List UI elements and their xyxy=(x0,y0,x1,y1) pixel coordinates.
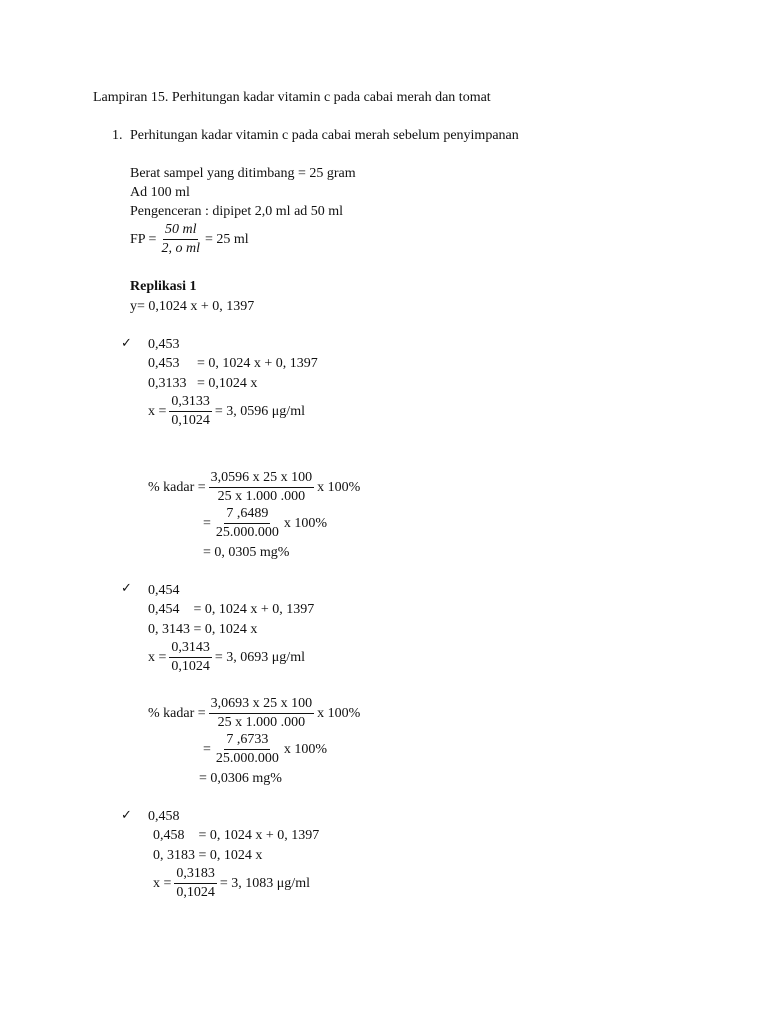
kadar-denominator: 25 x 1.000 .000 xyxy=(217,715,306,730)
kadar-suffix: x 100% xyxy=(317,479,361,495)
kadar-fraction xyxy=(214,732,281,767)
x-label: x = xyxy=(153,875,172,891)
kadar-numerator: 7 ,6489 xyxy=(224,506,270,524)
x-fraction xyxy=(169,394,212,429)
kadar-fraction xyxy=(209,696,315,731)
sample-absorbance: 0,453 xyxy=(148,337,180,352)
ad-line: Ad 100 ml xyxy=(130,185,190,200)
kadar-fraction xyxy=(214,506,281,541)
sample-absorbance: 0,454 xyxy=(148,583,180,598)
page-title: Lampiran 15. Perhitungan kadar vitamin c pada cabai merah dan tomat xyxy=(93,90,491,105)
kadar-formula xyxy=(148,696,360,731)
sample-equation-line: 0,3133 = 0,1024 x xyxy=(148,376,258,391)
x-fraction xyxy=(174,866,217,901)
x-formula xyxy=(153,866,310,901)
kadar-final: = 0, 0305 mg% xyxy=(203,545,290,560)
x-denominator: 0,1024 xyxy=(171,659,210,674)
x-denominator: 0,1024 xyxy=(171,413,210,428)
check-icon: ✓ xyxy=(121,581,132,596)
berat-sampel-line: Berat sampel yang ditimbang = 25 gram xyxy=(130,166,356,181)
kadar-simplified xyxy=(203,506,327,541)
sample-absorbance: 0,458 xyxy=(148,809,180,824)
kadar-suffix: x 100% xyxy=(283,741,328,757)
item-number: 1. xyxy=(112,128,123,143)
pengenceran-line: Pengenceran : dipipet 2,0 ml ad 50 ml xyxy=(130,204,344,219)
fp-formula xyxy=(130,222,249,257)
x-formula xyxy=(148,640,305,675)
kadar-final: = 0,0306 mg% xyxy=(199,771,282,786)
kadar-suffix: x 100% xyxy=(283,515,328,531)
x-denominator: 0,1024 xyxy=(176,885,215,900)
fp-denominator: 2, o ml xyxy=(161,241,200,256)
x-numerator: 0,3183 xyxy=(174,866,217,884)
sample-equation-line: 0,454 = 0, 1024 x + 0, 1397 xyxy=(148,602,315,617)
kadar-fraction xyxy=(209,470,315,505)
kadar-label: % kadar = xyxy=(148,479,206,495)
x-result: = 3, 1083 μg/ml xyxy=(219,875,310,891)
check-icon: ✓ xyxy=(121,336,132,351)
kadar-eq: = xyxy=(203,741,211,757)
kadar-numerator: 3,0693 x 25 x 100 xyxy=(209,696,315,714)
kadar-numerator: 7 ,6733 xyxy=(224,732,270,750)
x-label: x = xyxy=(148,649,167,665)
item-title: Perhitungan kadar vitamin c pada cabai merah sebelum penyimpanan xyxy=(130,128,519,143)
fp-label: FP = xyxy=(130,231,157,247)
fp-numerator: 50 ml xyxy=(163,222,199,240)
kadar-numerator: 3,0596 x 25 x 100 xyxy=(209,470,315,488)
kadar-eq: = xyxy=(203,515,211,531)
x-label: x = xyxy=(148,403,167,419)
kadar-denominator: 25.000.000 xyxy=(215,525,279,540)
x-numerator: 0,3133 xyxy=(169,394,212,412)
fp-result: = 25 ml xyxy=(204,231,249,247)
sample-equation-line: 0,458 = 0, 1024 x + 0, 1397 xyxy=(153,828,320,843)
sample-equation-line: 0, 3183 = 0, 1024 x xyxy=(153,848,263,863)
kadar-denominator: 25 x 1.000 .000 xyxy=(217,489,306,504)
replikasi-heading: Replikasi 1 xyxy=(130,279,197,294)
x-result: = 3, 0596 μg/ml xyxy=(214,403,305,419)
regression-equation: y= 0,1024 x + 0, 1397 xyxy=(130,299,255,314)
kadar-formula xyxy=(148,470,360,505)
x-numerator: 0,3143 xyxy=(169,640,212,658)
kadar-simplified xyxy=(203,732,327,767)
kadar-denominator: 25.000.000 xyxy=(215,751,279,766)
kadar-label: % kadar = xyxy=(148,705,206,721)
x-fraction xyxy=(169,640,212,675)
x-result: = 3, 0693 μg/ml xyxy=(214,649,305,665)
kadar-suffix: x 100% xyxy=(317,705,361,721)
x-formula xyxy=(148,394,305,429)
check-icon: ✓ xyxy=(121,808,132,823)
sample-equation-line: 0, 3143 = 0, 1024 x xyxy=(148,622,258,637)
sample-equation-line: 0,453 = 0, 1024 x + 0, 1397 xyxy=(148,356,318,371)
fp-fraction xyxy=(159,222,202,257)
